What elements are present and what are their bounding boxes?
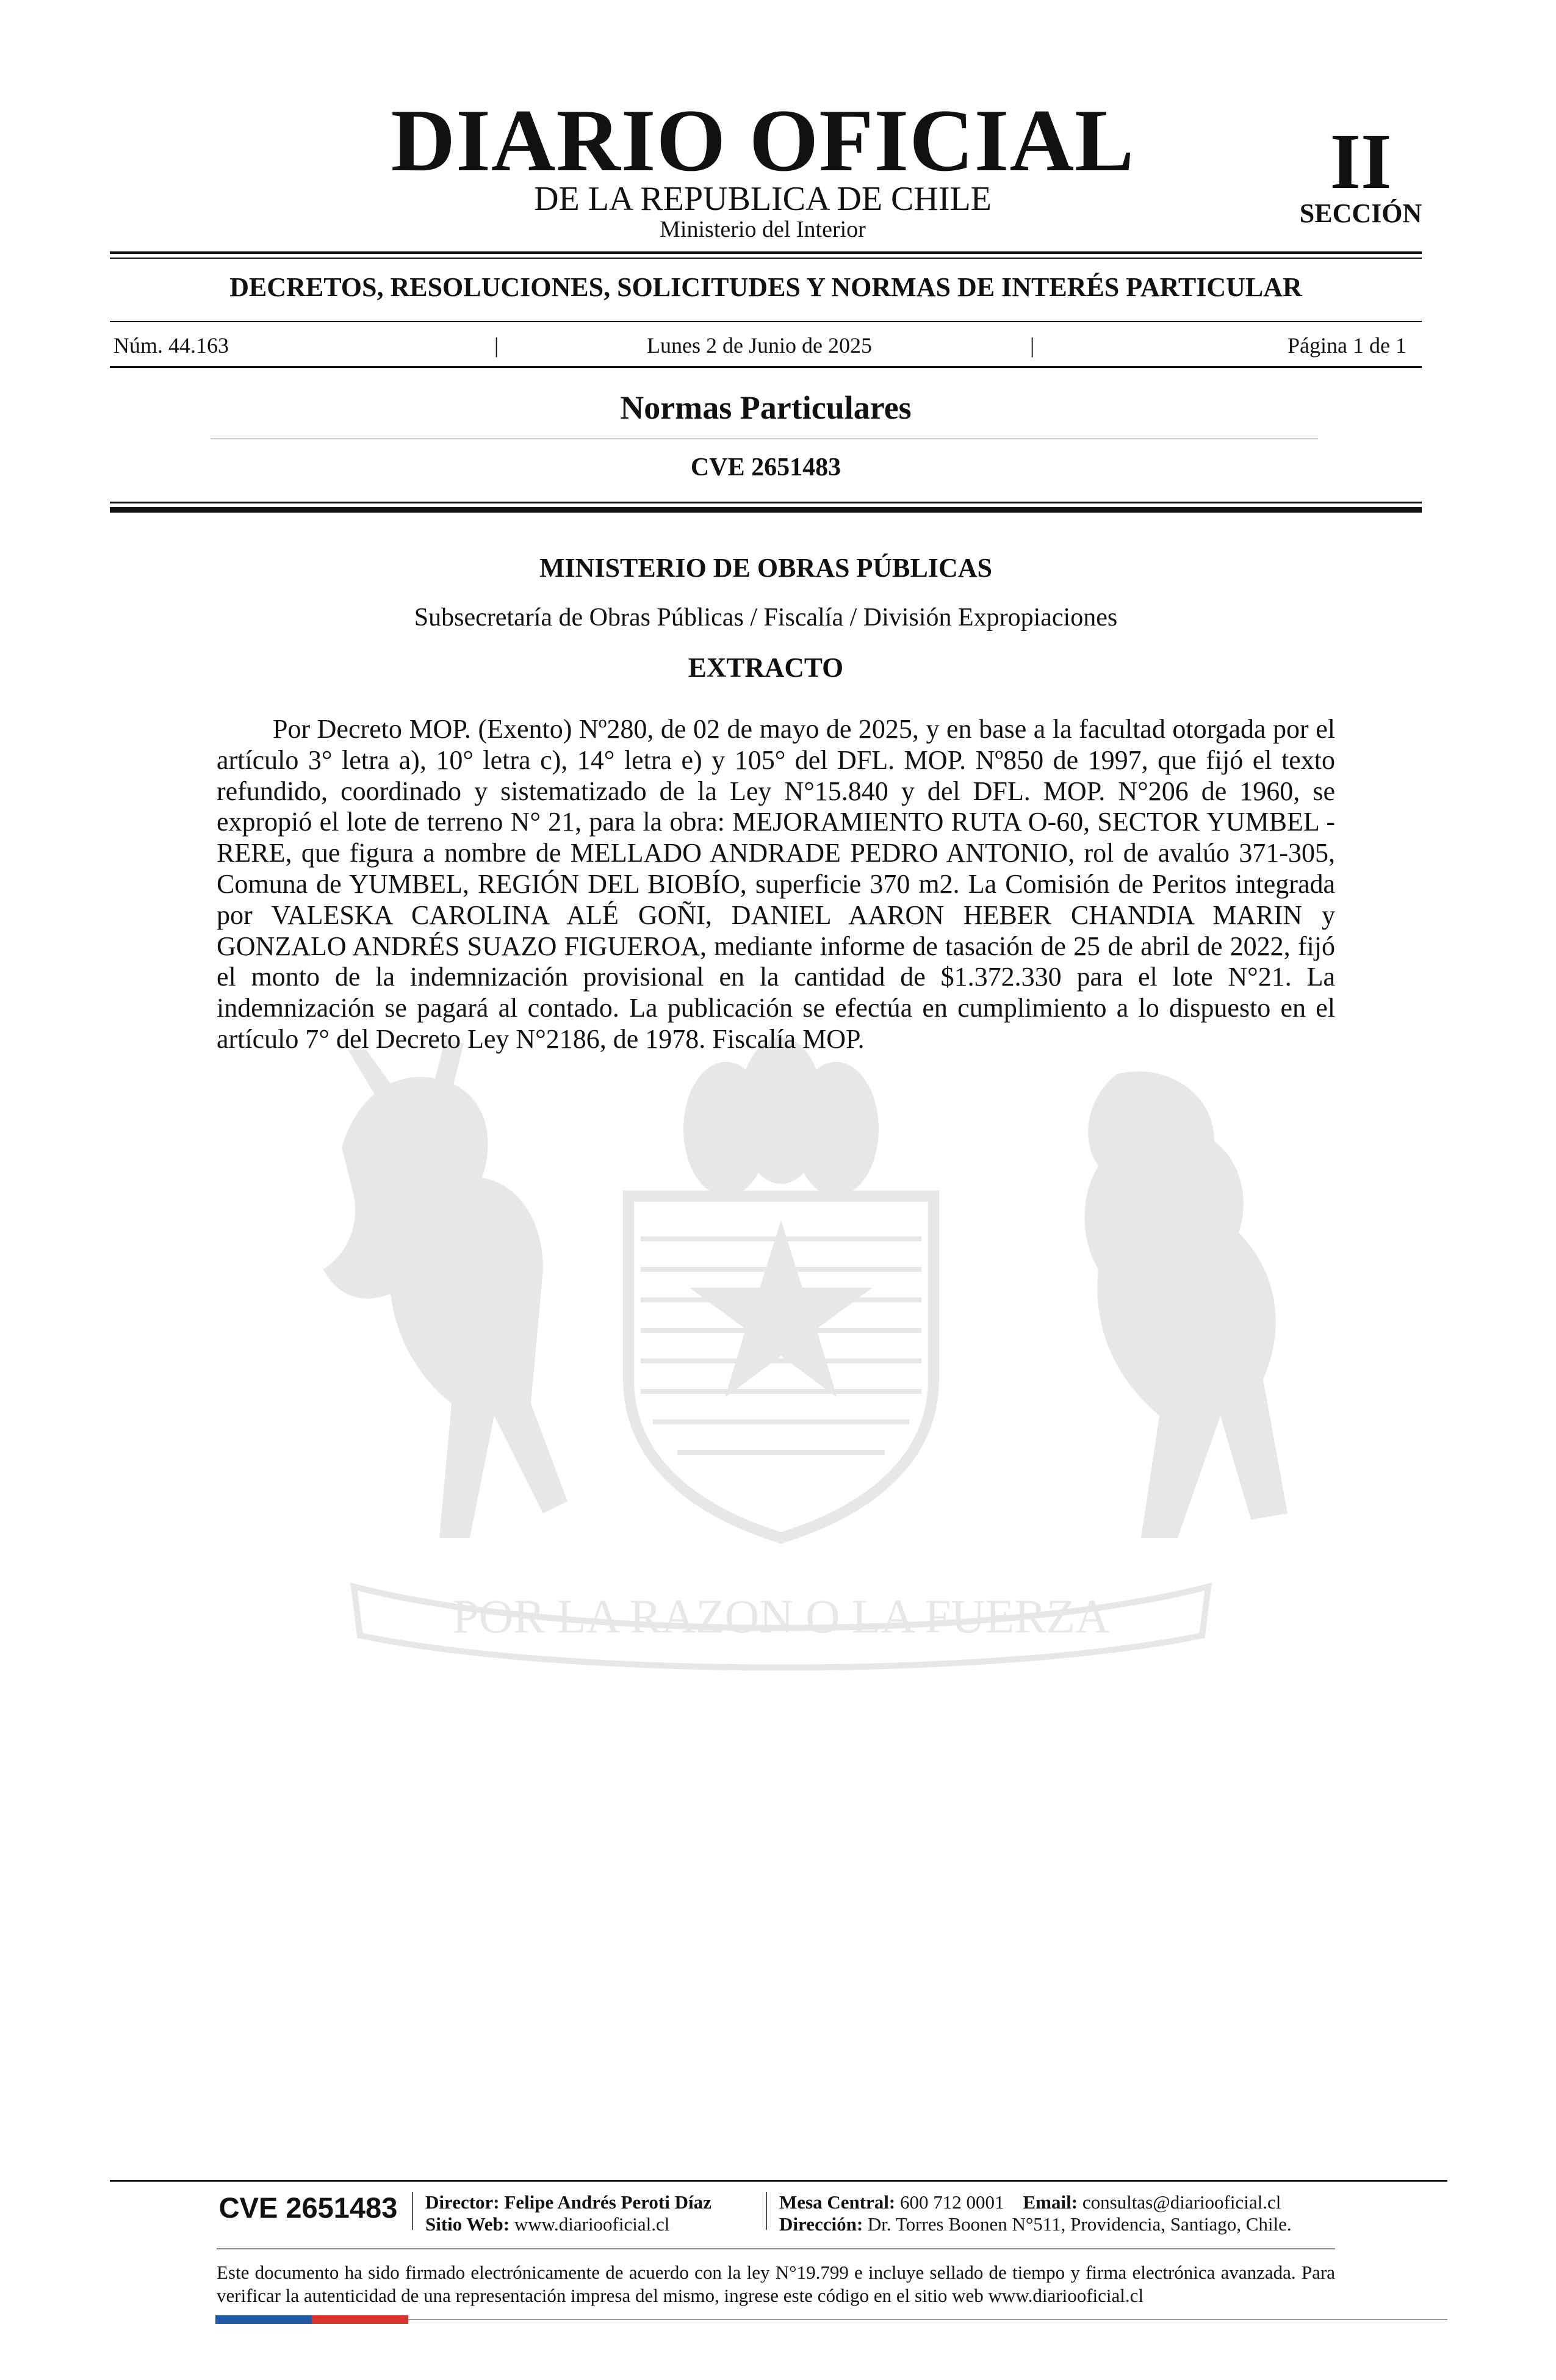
footer-cve-code: CVE 2651483 (218, 2191, 398, 2224)
cve-code: CVE 2651483 (690, 453, 841, 481)
masthead-rule-bottom (110, 258, 1422, 259)
footer-director: Director: Felipe Andrés Peroti Díaz (425, 2191, 711, 2213)
issuing-ministry: MINISTERIO DE OBRAS PÚBLICAS (539, 553, 993, 583)
issue-rule-top (110, 321, 1422, 322)
document-heading: EXTRACTO (688, 652, 844, 683)
section-heading-rule (211, 438, 1318, 439)
issue-number: Núm. 44.163 (113, 333, 229, 358)
coat-of-arms-icon (201, 1037, 1361, 1678)
issue-separator: | (494, 333, 499, 358)
category-heading: DECRETOS, RESOLUCIONES, SOLICITUDES Y NORMAS DE INTERÉS PARTICULAR (229, 272, 1302, 302)
footer-rule-middle (217, 2248, 1335, 2249)
newspaper-subtitle: DE LA REPUBLICA DE CHILE (534, 180, 992, 218)
issue-date: Lunes 2 de Junio de 2025 (647, 333, 872, 358)
website-link[interactable]: www.diariooficial.cl (514, 2213, 670, 2235)
issue-separator: | (1030, 333, 1035, 358)
issue-rule-bottom (110, 366, 1422, 368)
footer-address: Dirección: Dr. Torres Boonen N°511, Providencia, Santiago, Chile. (779, 2213, 1292, 2235)
document-body: Por Decreto MOP. (Exento) Nº280, de 02 de mayo de 2025, y en base a la facultad otorgada por el artículo 3° letra a), 10° letra c), 14° letra e) y 105° del DFL. MOP. Nº850 de 1997, que fijó el texto refundido, coordinado y sistematizado de la Ley N°15.840 y del DFL. MOP. N°206 de 1960, se expropió el lote de terreno N° 21, para la obra: MEJORAMIENTO RUTA O-60, SECTOR YUMBEL - RERE, que figura a nombre de MELLADO ANDRADE PEDRO ANTONIO, rol de avalúo 371-305, Comuna de YUMBEL, REGIÓN DEL BIOBÍO, superficie 370 m2. La Comisión de Peritos integrada por VALESKA CAROLINA ALÉ GOÑI, DANIEL AARON HEBER CHANDIA MARIN y GONZALO ANDRÉS SUAZO FIGUEROA, mediante informe de tasación de 25 de abril de 2022, fijó el monto de la indemnización provisional en la cantidad de $1.372.330 para el lote N°21. La indemnización se pagará al contado. La publicación se efectúa en cumplimiento a lo dispuesto en el artículo 7° del Decreto Ley N°2186, de 1978. Fiscalía MOP. (217, 714, 1335, 1054)
svg-text:POR LA RAZON O LA FUERZA: POR LA RAZON O LA FUERZA (452, 1590, 1110, 1643)
signature-notice: Este documento ha sido firmado electrónicamente de acuerdo con la ley N°19.799 e incluye sellado de tiempo y firma electrónica avanzada. Para verificar la autenticidad de una representación impresa del mismo, ingrese este código en el sitio web www.diariooficial.cl (217, 2262, 1335, 2306)
header-rule-thick (110, 507, 1422, 513)
footer-divider (766, 2192, 767, 2230)
section-heading: Normas Particulares (620, 389, 912, 426)
section-label: SECCIÓN (1299, 198, 1422, 228)
footer-rule-bottom (408, 2319, 1447, 2320)
section-number: II (1330, 118, 1392, 206)
newspaper-title: DIARIO OFICIAL (391, 91, 1135, 190)
masthead-rule-top (110, 251, 1422, 254)
email-link[interactable]: consultas@diariooficial.cl (1082, 2191, 1281, 2213)
footer-website: Sitio Web: www.diariooficial.cl (425, 2213, 670, 2235)
flag-stripe-blue (215, 2315, 312, 2324)
footer-rule-top (110, 2180, 1447, 2182)
newspaper-ministry: Ministerio del Interior (660, 217, 866, 242)
footer-contact: Mesa Central: 600 712 0001 Email: consultas@diariooficial.cl (779, 2191, 1281, 2213)
issuing-division: Subsecretaría de Obras Públicas / Fiscalía / División Expropiaciones (414, 604, 1118, 632)
header-rule-thin (110, 502, 1422, 503)
footer-divider (412, 2192, 413, 2230)
flag-stripe-red (312, 2315, 408, 2324)
issue-page: Página 1 de 1 (1288, 333, 1407, 358)
